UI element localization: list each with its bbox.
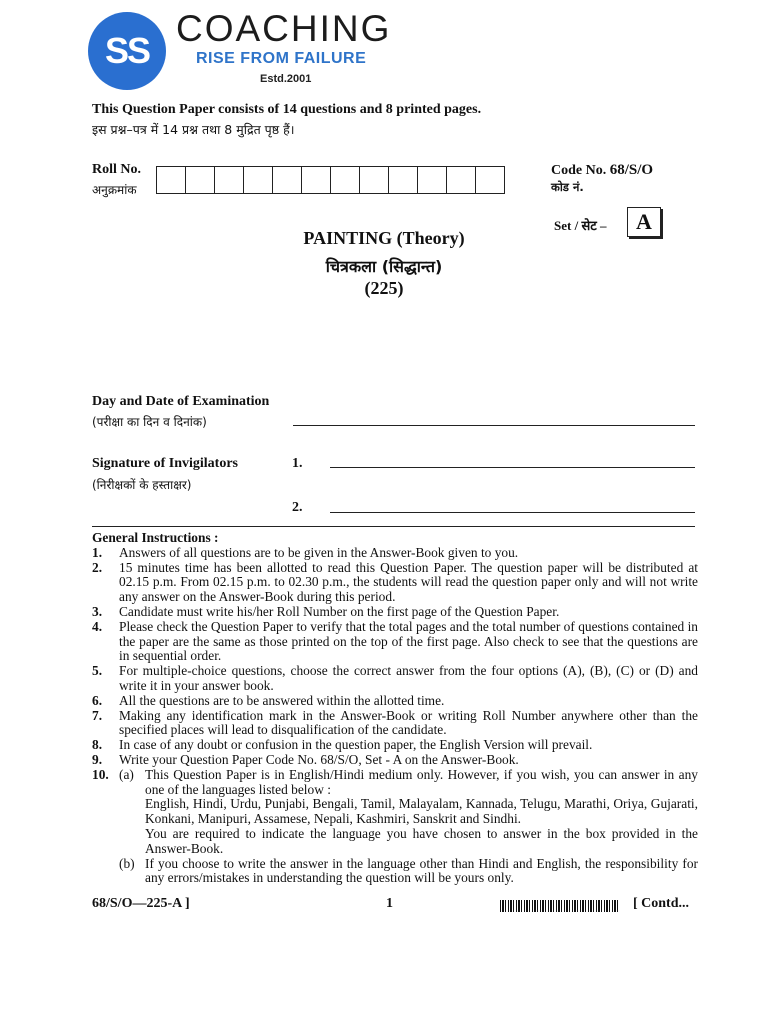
roll-digit-box[interactable] (447, 167, 476, 193)
paper-info-hi: इस प्रश्न–पत्र में 14 प्रश्न तथा 8 मुद्रित पृष्ठ हैं। (92, 122, 295, 137)
set-value: A (636, 209, 652, 234)
instruction-text: Candidate must write his/her Roll Number on the first page of the Question Paper. (119, 603, 560, 619)
instruction-text: All the questions are to be answered within the allotted time. (119, 692, 445, 708)
instruction-text: In case of any doubt or confusion in the question paper, the English Version will prevail. (119, 737, 593, 753)
instruction-number: 8. (92, 737, 103, 753)
set-label: Set / सेट – (554, 218, 607, 233)
instruction-item-4 (92, 620, 698, 664)
instruction-text: For multiple-choice questions, choose the correct answer from the four options (A), (B), (C) or (D) and write it in your answer book. (119, 663, 698, 693)
sub-text-line: This Question Paper is in English/Hindi medium only. However, if you wish, you can answer in any one of the languages listed below : (145, 766, 698, 797)
instructions-heading: General Instructions : (92, 530, 219, 545)
instruction-item-7 (92, 709, 698, 739)
page-number: 1 (386, 896, 393, 911)
roll-label-hi: अनुक्रमांक (92, 183, 137, 197)
code-label-hi: कोड नं. (551, 180, 584, 194)
code-number (551, 162, 653, 179)
sub-text (145, 768, 698, 857)
continued-marker: [ Contd... (633, 896, 690, 911)
sub-label: (b) (119, 855, 135, 871)
instruction-number: 2. (92, 559, 103, 575)
roll-label: Roll No. (92, 162, 141, 177)
roll-digit-box[interactable] (331, 167, 360, 193)
barcode (500, 900, 618, 912)
instruction-text (119, 768, 698, 886)
exam-date-label-hi: (परीक्षा का दिन व दिनांक) (92, 415, 207, 429)
instruction-number: 3. (92, 603, 103, 619)
instruction-item-9 (92, 753, 698, 768)
instruction-text: Making any identification mark in the Answer-Book or writing Roll Number anywhere other than the specified places will lead to disqualification of the candidate. (119, 707, 698, 738)
instruction-number: 1. (92, 544, 103, 560)
instruction-item-2 (92, 561, 698, 605)
exam-date-label: Day and Date of Examination (92, 394, 270, 409)
brand-logo (88, 12, 166, 90)
section-divider (92, 526, 695, 527)
instruction-text: Please check the Question Paper to verify that the total pages and the total number of questions contained in the paper are the same as those printed on the top of the first page. Also check to see that the questions are in sequential order. (119, 618, 698, 664)
instruction-number: 9. (92, 751, 103, 767)
roll-digit-box[interactable] (273, 167, 302, 193)
signature-2-number: 2. (292, 500, 303, 515)
paper-title-hi: चित्रकला (सिद्धान्त) (325, 257, 443, 276)
instruction-text: Answers of all questions are to be given in the Answer-Book given to you. (119, 544, 519, 560)
instruction-10a (119, 768, 698, 857)
instruction-item-1 (92, 546, 698, 561)
instruction-number: 5. (92, 663, 103, 679)
signature-1-line[interactable] (330, 467, 695, 468)
paper-title: PAINTING (Theory) (303, 228, 465, 248)
brand-established: Estd.2001 (260, 73, 312, 85)
roll-digit-box[interactable] (418, 167, 447, 193)
signature-2-line[interactable] (330, 512, 695, 513)
roll-digit-box[interactable] (302, 167, 331, 193)
paper-code: (225) (364, 278, 404, 298)
sub-text-line: You are required to indicate the language you have chosen to answer in the box provided in the Answer-Book. (145, 825, 698, 856)
sub-text: If you choose to write the answer in the language other than Hindi and English, the responsibility for any errors/mistakes in understanding the question will be yours only. (145, 855, 698, 886)
roll-digit-box[interactable] (157, 167, 186, 193)
roll-number-boxes[interactable] (156, 166, 505, 194)
language-list: English, Hindi, Urdu, Punjabi, Bengali, Tamil, Malayalam, Kannada, Telugu, Marathi, Oriya, Gujarati, Konkani, Manipuri, Assamese, Nepali, Kashmiri, Sanskrit and Sindhi. (145, 796, 698, 827)
roll-digit-box[interactable] (186, 167, 215, 193)
code-label: Code No. (551, 163, 607, 178)
invigilators-label-hi: (निरीक्षकों के हस्ताक्षर) (92, 478, 192, 492)
exam-date-line[interactable] (293, 425, 695, 426)
sub-label: (a) (119, 766, 134, 782)
brand-name: COACHING (176, 8, 392, 49)
instruction-item-10 (92, 768, 698, 886)
roll-digit-box[interactable] (360, 167, 389, 193)
instruction-item-6 (92, 694, 698, 709)
instruction-text: 15 minutes time has been allotted to read this Question Paper. The question paper will be distributed at 02.15 p.m. From 02.15 p.m. to 02.30 p.m., the students will read the question paper only and will not write any answer on the Answer-Book during this period. (119, 559, 698, 605)
instruction-item-3 (92, 605, 698, 620)
brand-tagline: RISE FROM FAILURE (196, 50, 367, 67)
roll-digit-box[interactable] (476, 167, 504, 193)
instruction-number: 7. (92, 707, 103, 723)
roll-digit-box[interactable] (244, 167, 273, 193)
logo-text: SS (104, 30, 150, 71)
footer-code: 68/S/O—225-A ] (92, 896, 190, 911)
paper-info-en: This Question Paper consists of 14 questions and 8 printed pages. (92, 102, 482, 117)
instruction-10b (119, 857, 698, 887)
invigilators-label: Signature of Invigilators (92, 456, 238, 471)
roll-digit-box[interactable] (215, 167, 244, 193)
instruction-number: 10. (92, 766, 109, 782)
instruction-item-5 (92, 664, 698, 694)
instructions-list (92, 546, 698, 768)
roll-digit-box[interactable] (389, 167, 418, 193)
instruction-number: 6. (92, 692, 103, 708)
instruction-number: 4. (92, 618, 103, 634)
instruction-item-8 (92, 738, 698, 753)
code-value: 68/S/O (609, 162, 654, 178)
signature-1-number: 1. (292, 456, 303, 471)
instruction-text: Write your Question Paper Code No. 68/S/O, Set - A on the Answer-Book. (119, 751, 519, 767)
general-instructions (92, 531, 698, 886)
